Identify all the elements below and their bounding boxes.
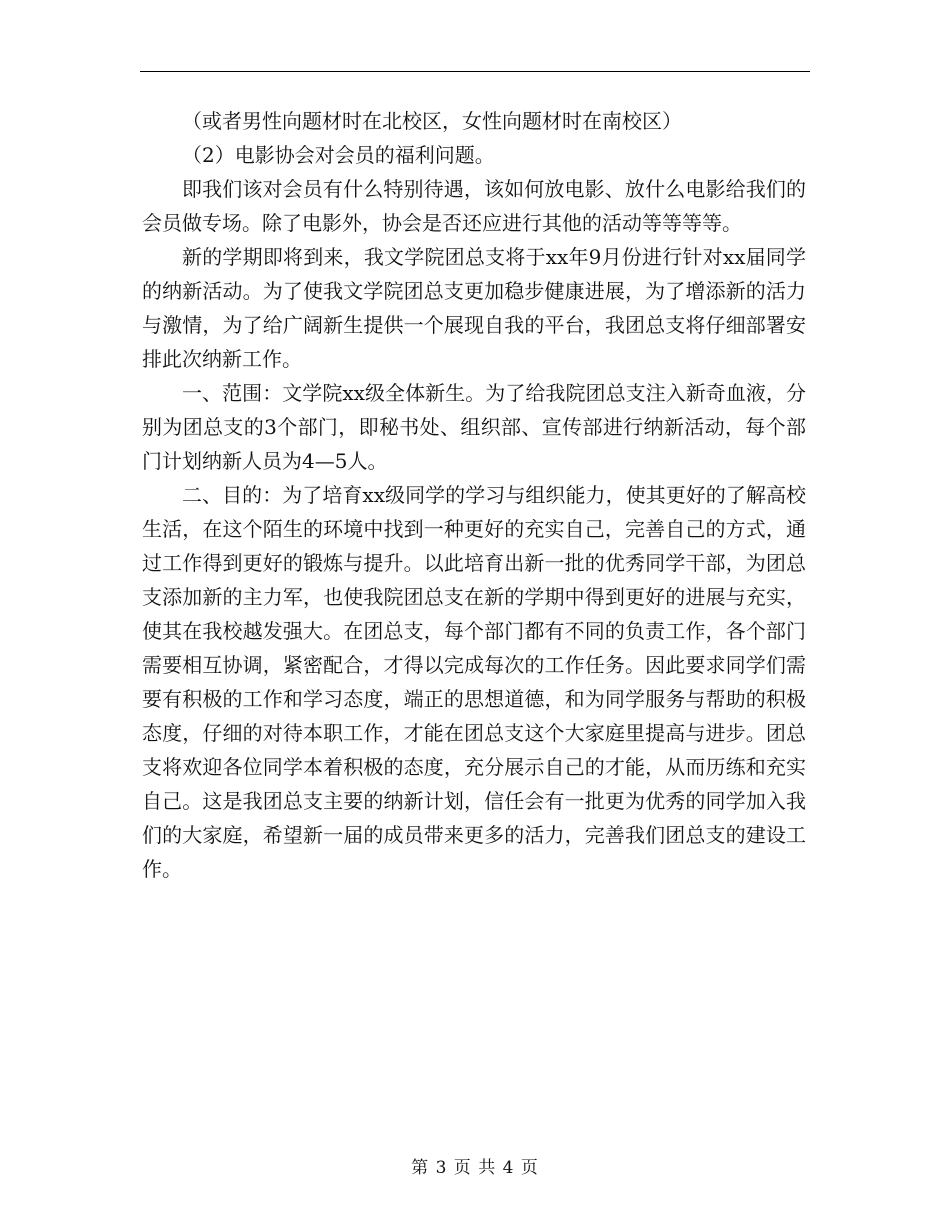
page-number: 第 3 页 共 4 页 [411, 1158, 539, 1178]
paragraph-purpose: 二、目的：为了培育xx级同学的学习与组织能力，使其更好的了解高校生活，在这个陌生的环境中找到一种更好的充实自己，完善自己的方式，通过工作得到更好的锻炼与提升。以此培育出新一批的优秀同学干部，为团总支添加新的主力军，也使我院团总支在新的学期中得到更好的进展与充实，使其在我校越发强大。在团总支，每个部门都有不同的负责工作，各个部门需要相互协调，紧密配合，才得以完成每次的工作任务。因此要求同学们需要有积极的工作和学习态度，端正的思想道德，和为同学服务与帮助的积极态度，仔细的对待本职工作，才能在团总支这个大家庭里提高与进步。团总支将欢迎各位同学本着积极的态度，充分展示自己的才能，从而历练和充实自己。这是我团总支主要的纳新计划，信任会有一批更为优秀的同学加入我们的大家庭，希望新一届的成员带来更多的活力，完善我们团总支的建设工作。 [142, 483, 806, 881]
paragraph-member-benefits: 即我们该对会员有什么特别待遇，该如何放电影、放什么电影给我们的会员做专场。除了电影外，协会是否还应进行其他的活动等等等等。 [142, 177, 806, 235]
paragraph-scope: 一、范围：文学院xx级全体新生。为了给我院团总支注入新奇血液，分别为团总支的3个部门，即秘书处、组织部、宣传部进行纳新活动，每个部门计划纳新人员为4—5人。 [142, 381, 806, 473]
paragraph-member-benefits-heading: （2）电影协会对会员的福利问题。 [182, 143, 495, 167]
header-rule [140, 71, 810, 72]
paragraph-recruitment-intro: 新的学期即将到来，我文学院团总支将于xx年9月份进行针对xx届同学的纳新活动。为了使我文学院团总支更加稳步健康进展，为了增添新的活力与激情，为了给广阔新生提供一个展现自我的平台，我团总支将仔细部署安排此次纳新工作。 [142, 245, 806, 371]
document-body [142, 104, 806, 886]
paragraph-campus-note: （或者男性向题材时在北校区，女性向题材时在南校区） [182, 109, 682, 133]
